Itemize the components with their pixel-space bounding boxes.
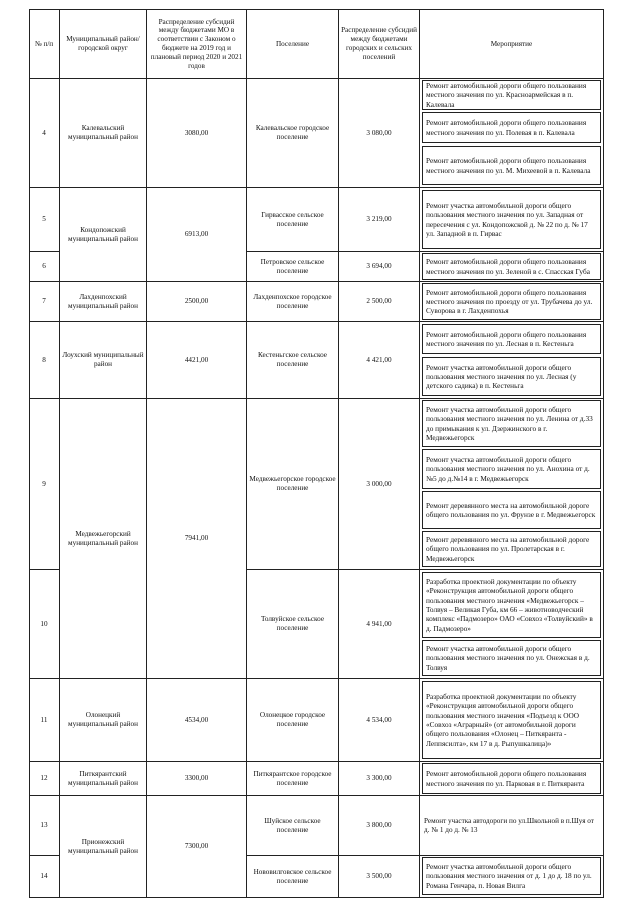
activity-cell: Ремонт участка автомобильной дороги общего пользования местного значения по ул. Онежская в д. Толвуя — [422, 640, 601, 676]
settlement-name: Медвежьегорское городское поселение — [249, 475, 336, 492]
district-amount: 2500,00 — [184, 297, 209, 305]
row-number: 12 — [40, 774, 48, 782]
grid-line — [419, 9, 420, 898]
activity-cell: Разработка проектной документации по объекту «Реконструкция автомобильной дороги общего пользования местного значения «Подъезд к ООО «Совхоз «Аграрный» (от автомобильной дороги общего пользования «Олонец – Питкяранта - Леппясилта», км 17 в д. Рыпушкалица)» — [422, 681, 601, 759]
settlement-name: Питкярантское городское поселение — [253, 769, 332, 787]
district-amount: 7941,00 — [184, 534, 209, 542]
activity-cell: Ремонт участка автомобильной дороги общего пользования местного значения по ул. Ленина от д.33 до примыкания к ул. Дзержинского в г. Медвежьегорск — [422, 400, 601, 447]
grid-line — [603, 9, 604, 898]
district-amount: 3080,00 — [184, 128, 209, 137]
settlement-amount: 3 500,00 — [366, 872, 392, 880]
activity-cell: Ремонт автомобильной дороги общего пользования местного значения по ул. Зеленой в с. Спасская Губа — [422, 253, 601, 280]
header-settlement: Поселение — [275, 39, 310, 48]
activity-cell: Ремонт автомобильной дороги общего пользования местного значения по ул. Лесная в п. Кестеньга — [422, 324, 601, 354]
settlement-name: Калевальское городское поселение — [255, 124, 330, 141]
header-num: № п/п — [34, 39, 54, 48]
settlement-amount: 3 300,00 — [366, 774, 392, 782]
district-amount: 7300,00 — [184, 842, 209, 850]
district-name: Медвежьегорский муниципальный район — [68, 529, 138, 547]
activity-cell: Ремонт автомобильной дороги общего пользования местного значения по ул. М. Михеевой в п. Калевала — [422, 146, 601, 185]
district-name: Калевальский муниципальный район — [68, 124, 138, 141]
district-name: Прионежский муниципальный район — [68, 837, 138, 855]
settlement-amount: 3 219,00 — [366, 215, 392, 223]
settlement-name: Толвуйское сельское поселение — [260, 615, 325, 632]
activity-cell: Ремонт участка автодороги по ул.Школьной в п.Шуя от д. № 1 до д. № 13 — [424, 816, 594, 834]
header-activity: Мероприятие — [490, 39, 533, 48]
activity-cell: Ремонт деревянного места на автомобильной дороге общего пользования по ул. Пролетарская в г. Медвежьегорск — [422, 531, 601, 567]
settlement-amount: 4 941,00 — [366, 619, 392, 628]
settlement-name: Лахденпохское городское поселение — [253, 292, 332, 310]
activity-cell: Ремонт участка автомобильной дороги общего пользования местного значения от д. 1 до д. 18 по ул. Романа Генчара, п. Новая Вилга — [422, 857, 601, 895]
row-number: 9 — [42, 479, 46, 488]
header-subsidy-mo: Распределение субсидий между бюджетами МО в соответствии с Законом о бюджете на 2019 год и плановый период 2020 и 2021 годов — [150, 17, 243, 70]
activity-cell: Ремонт участка автомобильной дороги общего пользования местного значения по ул. Западная от пересечения с ул. Кондопожской д. № 22 по д. № 17 ул. Западной в п. Гирвас — [422, 190, 601, 249]
row-number: 5 — [42, 215, 46, 223]
settlement-amount: 4 534,00 — [366, 715, 392, 724]
settlement-amount: 3 800,00 — [366, 821, 392, 829]
row-number: 13 — [40, 821, 48, 829]
row-number: 8 — [42, 355, 46, 364]
activity-cell: Ремонт автомобильной дороги общего пользования местного значения по ул. Парковая в г. Питкяранта — [422, 763, 601, 794]
settlement-amount: 2 500,00 — [366, 297, 392, 305]
activity-cell: Ремонт автомобильной дороги общего пользования местного значения по ул. Полевая в п. Калевала — [422, 112, 601, 143]
settlement-name: Петровское сельское поселение — [260, 257, 325, 275]
settlement-amount: 4 421,00 — [366, 355, 392, 364]
activity-cell: Ремонт автомобильной дороги общего пользования местного значения по ул. Красноармейская в п. Калевала — [422, 80, 601, 110]
settlement-name: Олонецкое городское поселение — [259, 711, 326, 728]
settlement-amount: 3 000,00 — [366, 479, 392, 488]
settlement-name: Гирвасское сельское поселение — [261, 210, 324, 228]
activity-cell: Ремонт деревянного места на автомобильной дороге общего пользования по ул. Фрунзе в г. Медвежьегорск — [422, 491, 601, 529]
row-number: 6 — [42, 262, 46, 270]
grid-line — [29, 897, 603, 898]
district-amount: 3300,00 — [184, 774, 209, 782]
district-amount: 4534,00 — [184, 715, 209, 724]
district-name: Лахденпохский муниципальный район — [68, 292, 138, 310]
settlement-name: Нововилговское сельское поселение — [253, 867, 332, 885]
header-district: Муниципальный район/городской округ — [66, 35, 140, 52]
activity-cell: Разработка проектной документации по объекту «Реконструкция автомобильной дороги общего пользования местного значения «Медвежьегорск – Толвуя – Великая Губа, км 66 – животноводческий комплекс «Падмозеро» ОАО «Совхоз «Толвуйский» в д. Падмозеро» — [422, 572, 601, 638]
activity-cell: Ремонт участка автомобильной дороги общего пользования местного значения по ул. Лесная (у детского садика) в п. Кестеньга — [422, 357, 601, 396]
settlement-name: Шуйское сельское поселение — [264, 816, 321, 834]
row-number: 14 — [40, 872, 48, 880]
row-number: 11 — [40, 715, 48, 724]
header-subsidy-settlements: Распределение субсидий между бюджетами городских и сельских поселений — [341, 26, 417, 61]
district-name: Кондопожский муниципальный район — [68, 225, 138, 243]
district-name: Питкярантский муниципальный район — [68, 769, 138, 787]
activity-cell: Ремонт автомобильной дороги общего пользования местного значения по проезду от ул. Трубачева до ул. Суворова в г. Лахденпохья — [422, 283, 601, 320]
row-number: 7 — [42, 297, 46, 305]
row-number: 4 — [42, 128, 46, 137]
settlement-amount: 3 080,00 — [366, 128, 392, 137]
district-amount: 6913,00 — [184, 230, 209, 238]
district-name: Олонецкий муниципальный район — [68, 711, 138, 728]
settlement-amount: 3 694,00 — [366, 262, 392, 270]
row-number: 10 — [40, 619, 48, 628]
activity-cell: Ремонт участка автомобильной дороги общего пользования местного значения по ул. Анохина от д.№5 до д.№14 в г. Медвежьегорск — [422, 449, 601, 489]
district-amount: 4421,00 — [184, 355, 209, 364]
settlement-name: Кестеньгское сельское поселение — [258, 351, 327, 368]
district-name: Лоухский муниципальный район — [62, 351, 144, 368]
